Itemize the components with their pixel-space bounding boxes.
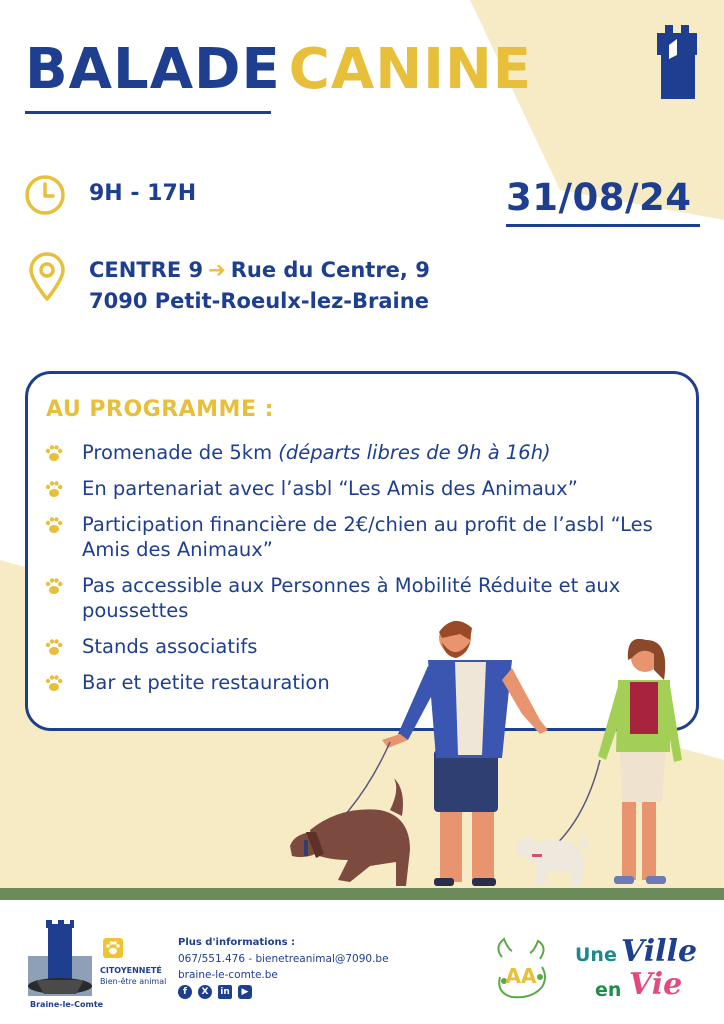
program-item-text: Bar et petite restauration [82,671,330,694]
program-title: AU PROGRAMME : [46,397,274,422]
program-item [44,440,664,465]
program-item-text: Pas accessible aux Personnes à Mobilité Réduite et aux poussettes [82,574,621,622]
event-hours: 9H - 17H [89,181,197,206]
program-item [44,512,664,562]
page-title [25,37,533,102]
braine-le-comte-logo [26,920,94,1008]
une-ville-en-vie-logo [575,934,698,1004]
title-word-balade: BALADE [25,37,281,102]
paw-icon [44,673,64,693]
citizenship-label: CITOYENNETÉ [100,966,162,975]
program-item-text: Promenade de 5km [82,441,279,464]
program-item-text: Participation financière de 2€/chien au profit de l’asbl “Les Amis des Animaux” [82,513,653,561]
ground-strip [0,888,724,900]
paw-badge-icon [103,938,123,958]
program-item [44,476,664,501]
paw-icon [44,515,64,535]
clock-icon [24,174,66,216]
paw-icon [44,479,64,499]
info-title: Plus d'informations : [178,937,296,948]
aa-logo-text: AA [505,964,537,988]
dog-walkers-illustration [250,610,724,900]
paw-icon [44,443,64,463]
town-logo-text: Braine-le-Comte [30,1000,104,1009]
street: Rue du Centre, 9 [230,258,430,282]
address-line-2: 7090 Petit-Roeulx-lez-Braine [89,289,429,313]
slogan-vie: Vie [629,967,683,1002]
program-item-text: Stands associatifs [82,635,258,658]
contact-line: 067/551.476 - bienetreanimal@7090.be [178,953,389,965]
slogan-en: en [595,979,622,1001]
paw-icon [44,637,64,657]
social-links [178,985,252,999]
program-item-note: (départs libres de 9h à 16h) [278,441,551,464]
arrow-right-icon: ➔ [208,258,226,282]
slogan-ville: Ville [621,934,698,969]
x-icon[interactable]: X [198,985,212,999]
title-word-canine: CANINE [288,37,533,102]
title-underline [25,111,271,114]
event-address [89,255,430,317]
website-link[interactable]: braine-le-comte.be [178,969,278,981]
program-item-text: En partenariat avec l’asbl “Les Amis des Animaux” [82,477,578,500]
woman-figure [598,639,682,884]
address-line-1 [89,255,430,286]
linkedin-icon[interactable]: in [218,985,232,999]
youtube-icon[interactable]: ▶ [238,985,252,999]
brown-dog-figure [290,778,410,886]
castle-tower-icon [655,25,701,99]
animal-welfare-label: Bien-être animal [100,977,167,986]
paw-icon [44,576,64,596]
white-dog-figure [516,832,588,886]
slogan-une: Une [575,944,617,966]
date-underline [506,224,700,227]
event-date: 31/08/24 [506,176,692,219]
location-pin-icon [27,252,67,302]
venue-name: CENTRE 9 [89,258,204,282]
facebook-icon[interactable]: f [178,985,192,999]
amis-des-animaux-logo [492,937,550,1001]
